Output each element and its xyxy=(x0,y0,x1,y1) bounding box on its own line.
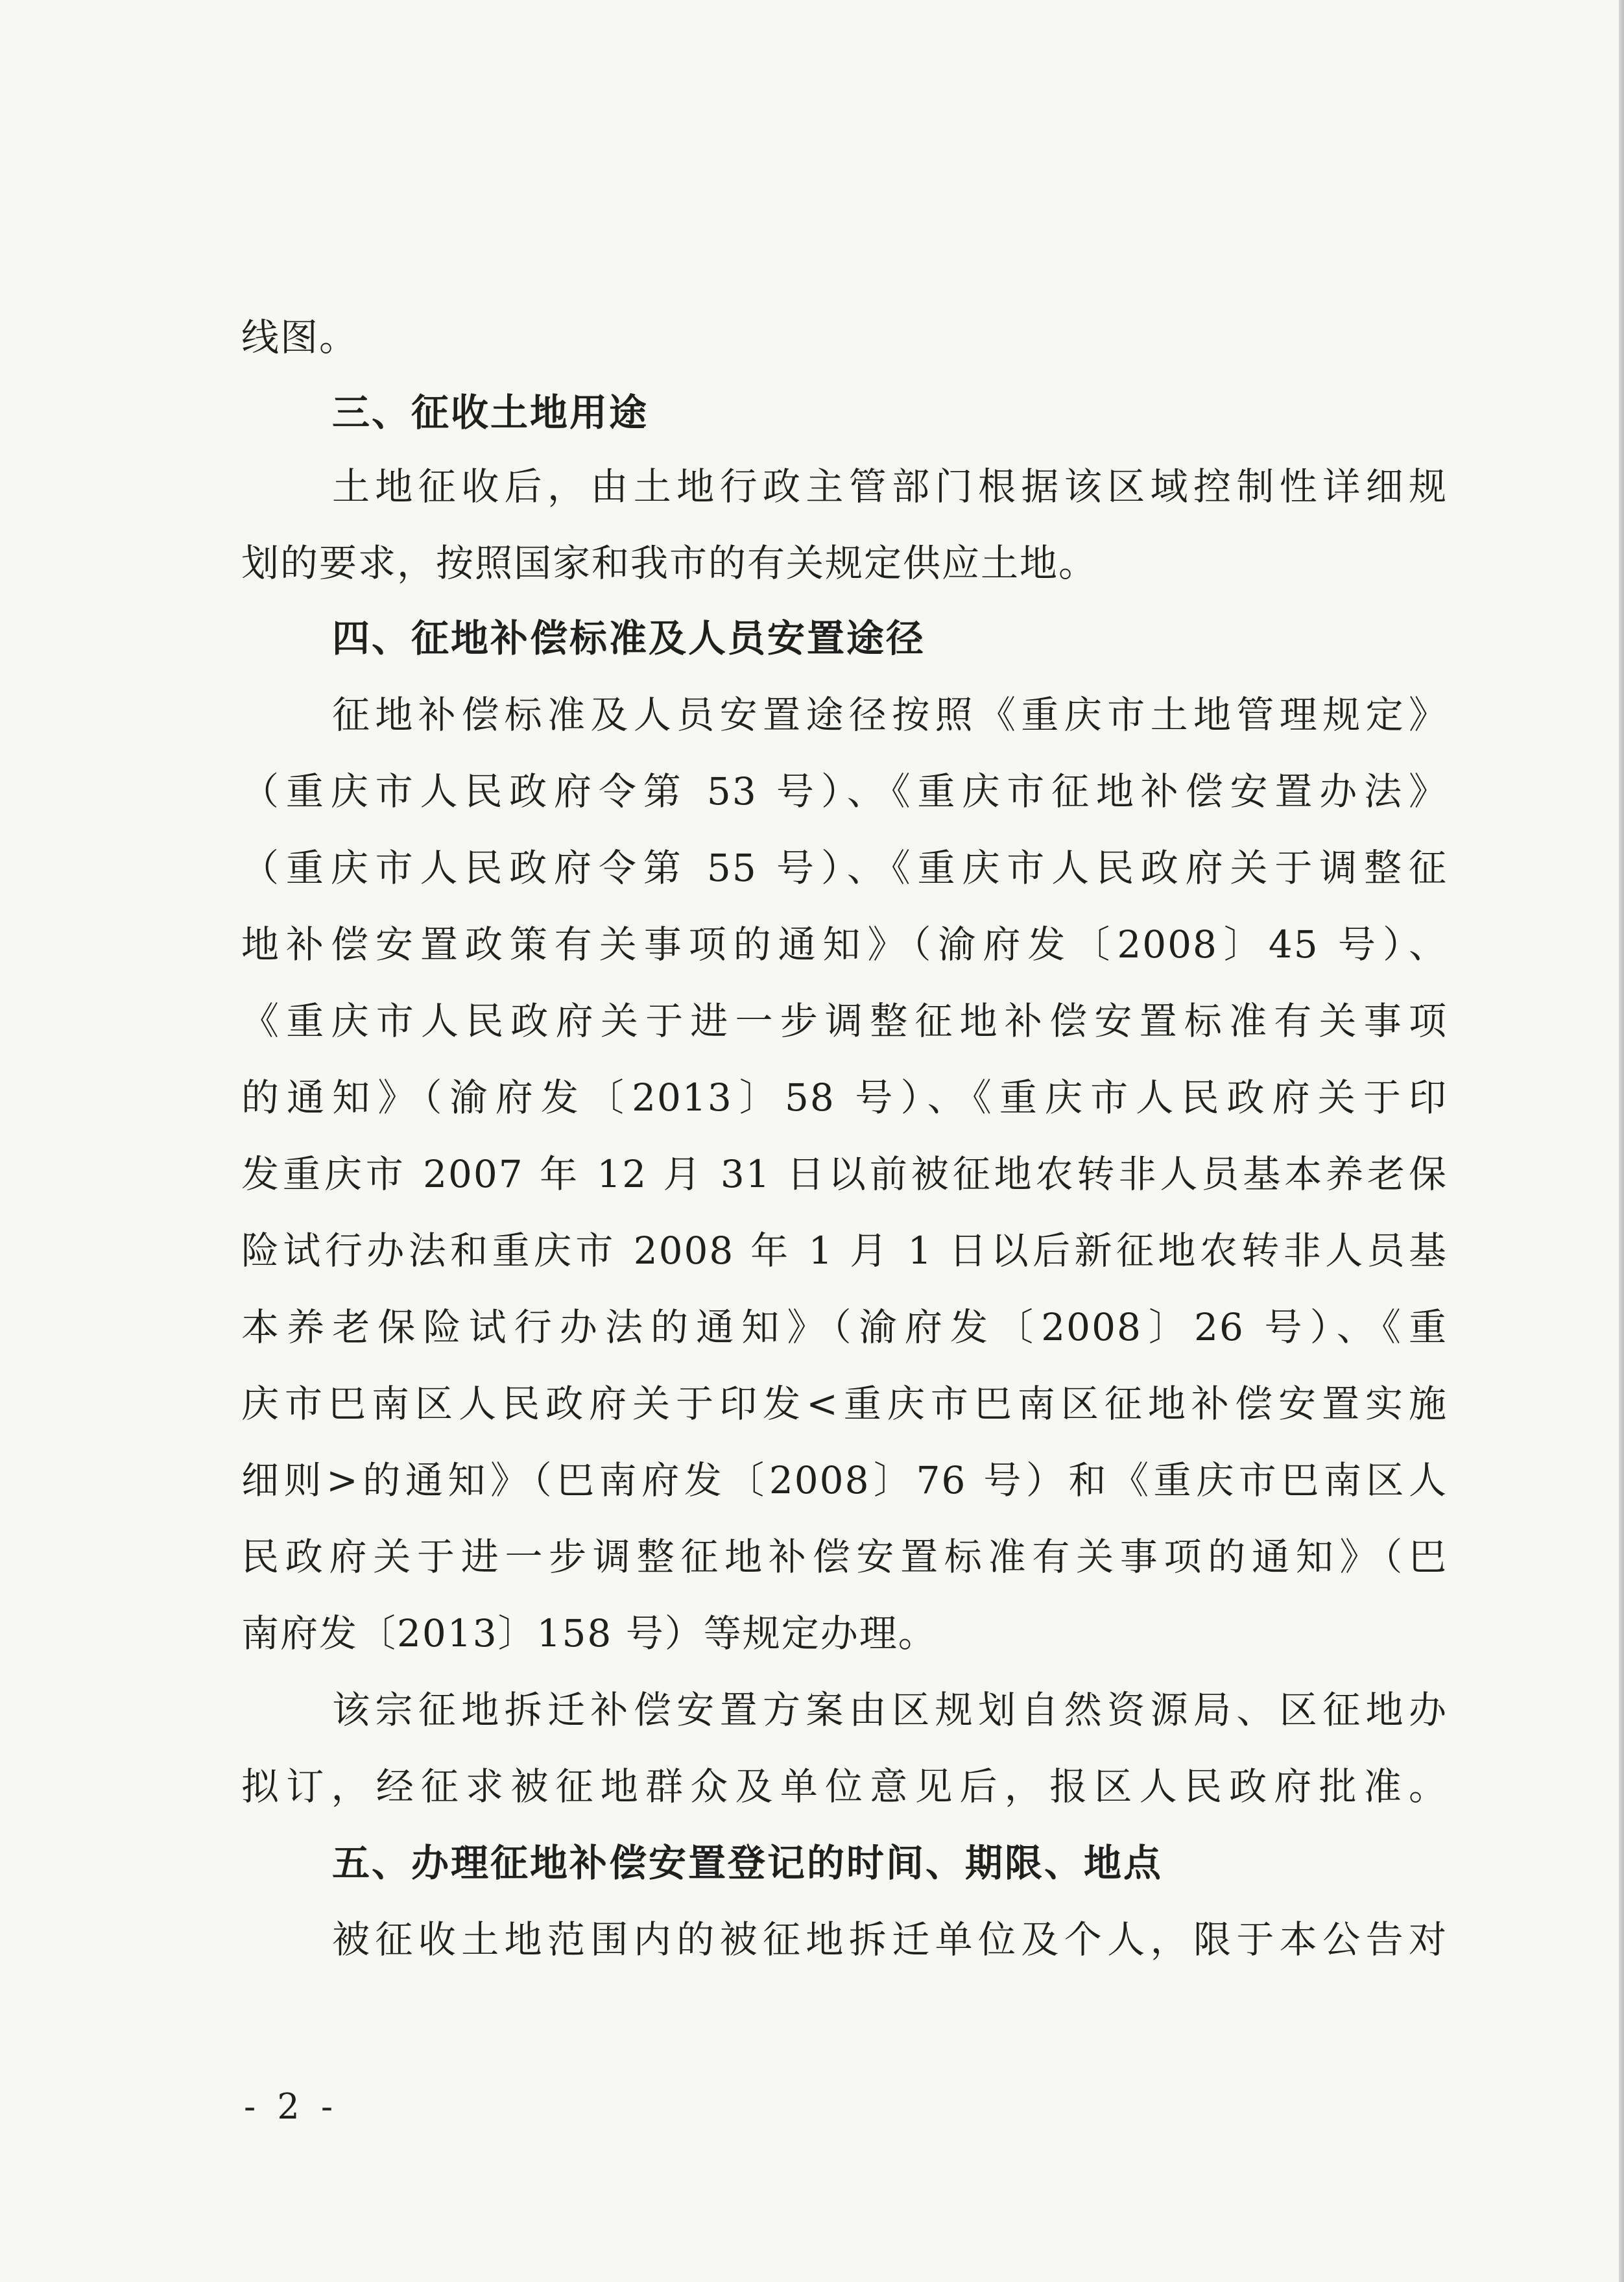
body-line-3: 土地征收后，由土地行政主管部门根据该区域控制性详细规 xyxy=(332,464,1448,509)
section-heading-5: 五、办理征地补偿安置登记的时间、期限、地点 xyxy=(332,1841,1164,1885)
body-line-22: 被征收土地范围内的被征地拆迁单位及个人，限于本公告对 xyxy=(332,1917,1448,1962)
body-line-15: 庆市巴南区人民政府关于印发<重庆市巴南区征地补偿安置实施 xyxy=(241,1382,1448,1426)
body-line-19: 该宗征地拆迁补偿安置方案由区规划自然资源局、区征地办 xyxy=(332,1688,1448,1732)
body-line-20: 拟订，经征求被征地群众及单位意见后，报区人民政府批准。 xyxy=(241,1764,1448,1808)
body-line-7: （重庆市人民政府令第 53 号）、《重庆市征地补偿安置办法》 xyxy=(241,769,1448,813)
body-line-16: 细则>的通知》（巴南府发〔2008〕76 号）和《重庆市巴南区人 xyxy=(241,1458,1448,1502)
page-number: - 2 - xyxy=(244,2086,339,2127)
body-line-6: 征地补偿标准及人员安置途径按照《重庆市土地管理规定》 xyxy=(332,693,1448,737)
section-heading-3: 三、征收土地用途 xyxy=(332,390,649,435)
body-line-11: 的通知》（渝府发〔2013〕58 号）、《重庆市人民政府关于印 xyxy=(241,1075,1448,1120)
body-line-13: 险试行办法和重庆市 2008 年 1 月 1 日以后新征地农转非人员基 xyxy=(241,1229,1448,1273)
body-line-9: 地补偿安置政策有关事项的通知》（渝府发〔2008〕45 号）、 xyxy=(241,922,1448,967)
body-line-17: 民政府关于进一步调整征地补偿安置标准有关事项的通知》（巴 xyxy=(241,1535,1448,1579)
body-line-12: 发重庆市 2007 年 12 月 31 日以前被征地农转非人员基本养老保 xyxy=(241,1152,1448,1196)
body-line-8: （重庆市人民政府令第 55 号）、《重庆市人民政府关于调整征 xyxy=(241,846,1448,890)
page-edge-shadow xyxy=(1619,0,1624,2282)
body-line-18: 南府发〔2013〕158 号）等规定办理。 xyxy=(241,1611,937,1655)
body-line-4: 划的要求，按照国家和我市的有关规定供应土地。 xyxy=(241,541,1098,585)
section-heading-4: 四、征地补偿标准及人员安置途径 xyxy=(332,616,926,660)
body-line-10: 《重庆市人民政府关于进一步调整征地补偿安置标准有关事项 xyxy=(241,999,1448,1043)
body-line-14: 本养老保险试行办法的通知》（渝府发〔2008〕26 号）、《重 xyxy=(241,1305,1448,1349)
body-line-1: 线图。 xyxy=(241,315,359,359)
